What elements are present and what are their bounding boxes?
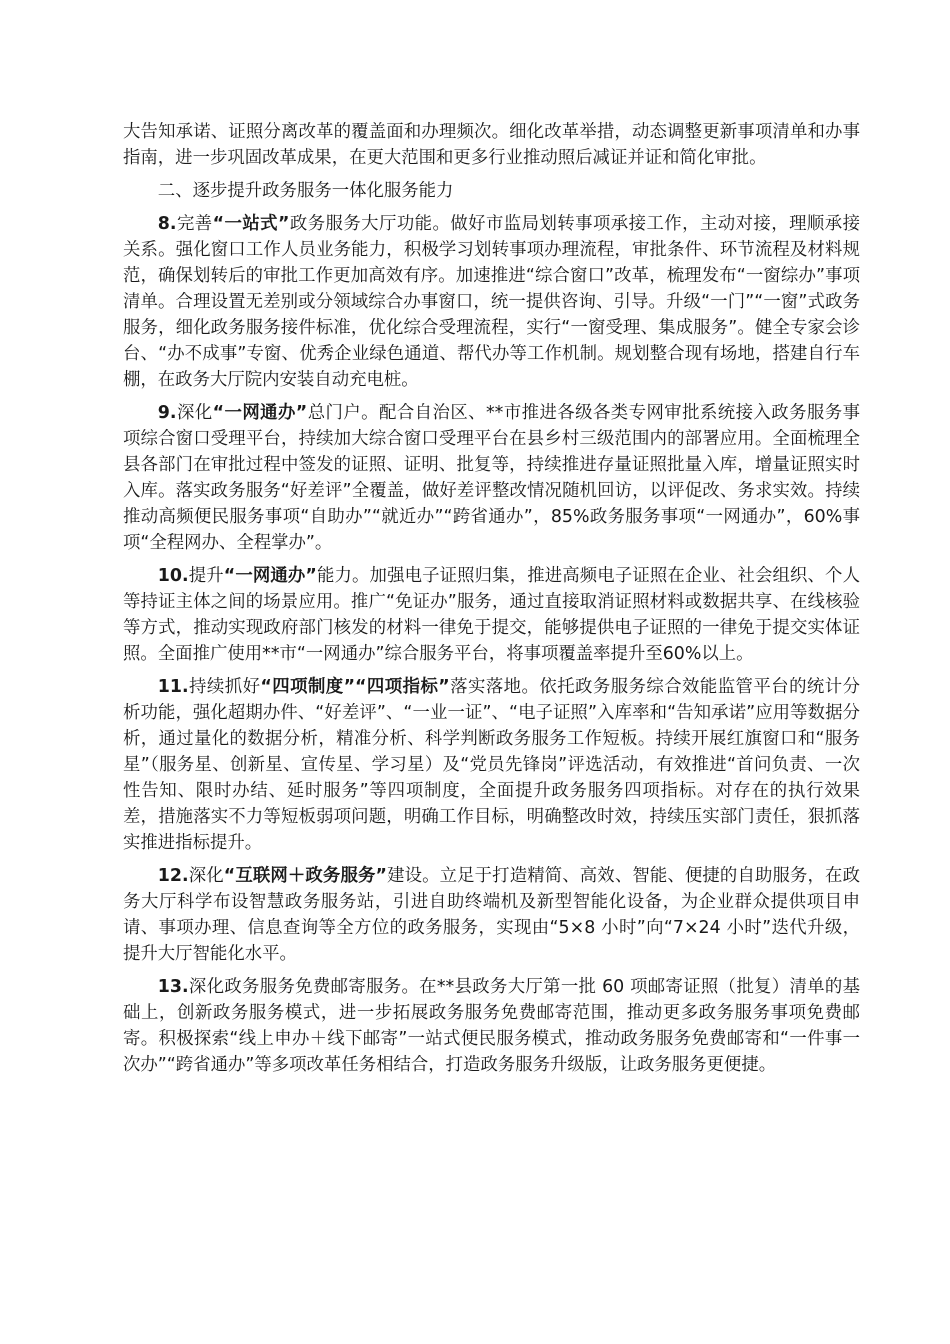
item-title-quoted: “一网通办” — [212, 403, 308, 423]
item-title-rest: 总门户。 — [307, 403, 380, 423]
item-title-rest: 政务服务大厅功能。 — [289, 214, 451, 234]
item-number: 9. — [157, 403, 177, 423]
section-heading: 二、逐步提升政务服务一体化服务能力 — [157, 181, 454, 201]
item-lead: 完善 — [176, 214, 213, 234]
document-page — [123, 119, 860, 1078]
item-body: 依托政务服务综合效能监管平台的统计分析功能，强化超期办件、“好差评”、“一业一证”、“电子证照”入库率和“告知承诺”应用等数据分析，通过量化的数据分析，精准分析、科学判断政务服务工作短板。持续开展红旗窗口和“服务星”（服务星、创新星、宣传星、学习星）及“党员先锋岗”评选活动，有效推进“首问负责、一次性告知、限时办结、延时服务”等四项制度，全面提升政务服务四项指标。对存在的执行效果差，措施落实不力等短板弱项问题，明确工作目标，明确整改时效，持续压实部门责任，狠抓落实推进指标提升。 — [123, 677, 860, 853]
list-item — [123, 674, 860, 856]
item-title-quoted: “四项制度”“四项指标” — [260, 677, 450, 697]
list-item — [123, 863, 860, 967]
item-number: 13. — [157, 977, 189, 997]
item-body: 立足于打造精简、高效、智能、便捷的自助服务，在政务大厅科学布设智慧政务服务站，引进自助终端机及新型智能化设备，为企业群众提供项目申请、事项办理、信息查询等全方位的政务服务，实现由“5×8 小时”向“7×24 小时”迭代升级，提升大厅智能化水平。 — [123, 866, 860, 964]
item-lead: 提升 — [188, 566, 224, 586]
item-body: 加强电子证照归集，推进高频电子证照在企业、社会组织、个人等持证主体之间的场景应用。推广“免证办”服务，通过直接取消证照材料或数据共享、在线核验等方式，推动实现政府部门核发的材料一律免于提交，能够提供电子证照的一律免于提交实体证照。全面推广使用**市“一网通办”综合服务平台，将事项覆盖率提升至60%以上。 — [123, 566, 860, 664]
list-item — [123, 974, 860, 1078]
item-lead: 深化 — [176, 403, 213, 423]
item-title-rest: 能力。 — [316, 566, 370, 586]
intro-paragraph: 大告知承诺、证照分离改革的覆盖面和办理频次。细化改革举措，动态调整更新事项清单和办事指南，进一步巩固改革成果，在更大范围和更多行业推动照后减证并证和简化审批。 — [123, 122, 860, 168]
item-lead: 持续抓好 — [188, 677, 261, 697]
item-lead: 深化政务服务免费邮寄服务。 — [188, 977, 420, 997]
item-title-quoted: “互联网＋政务服务” — [223, 866, 387, 886]
list-item — [123, 400, 860, 556]
item-lead: 深化 — [188, 866, 224, 886]
item-title-quoted: “一网通办” — [223, 566, 317, 586]
list-item — [123, 563, 860, 667]
item-number: 12. — [157, 866, 189, 886]
item-number: 11. — [157, 677, 189, 697]
item-body: 配合自治区、**市推进各级各类专网审批系统接入政务服务事项综合窗口受理平台，持续加大综合窗口受理平台在县乡村三级范围内的部署应用。全面梳理全县各部门在审批过程中签发的证照、证明、批复等，持续推进存量证照批量入库，增量证照实时入库。落实政务服务“好差评”全覆盖，做好差评整改情况随机回访，以评促改、务求实效。持续推动高频便民服务事项“自助办”“就近办”“跨省通办”，85%政务服务事项“一网通办”，60%事项“全程网办、全程掌办”。 — [123, 403, 860, 553]
item-body: 做好市监局划转事项承接工作，主动对接，理顺承接关系。强化窗口工作人员业务能力，积极学习划转事项办理流程，审批条件、环节流程及材料规范，确保划转后的审批工作更加高效有序。加速推进“综合窗口”改革，梳理发布“一窗综办”事项清单。合理设置无差别或分领域综合办事窗口，统一提供咨询、引导。升级“一门”“一窗”式政务服务，细化政务服务接件标准，优化综合受理流程，实行“一窗受理、集成服务”。健全专家会诊台、“办不成事”专窗、优秀企业绿色通道、帮代办等工作机制。规划整合现有场地，搭建自行车棚，在政务大厅院内安装自动充电桩。 — [123, 214, 860, 390]
item-body: 在**县政务大厅第一批 60 项邮寄证照（批复）清单的基础上，创新政务服务模式，进一步拓展政务服务免费邮寄范围，推动更多政务服务事项免费邮寄。积极探索“线上申办＋线下邮寄”一站式便民服务模式，推动政务服务免费邮寄和“一件事一次办”“跨省通办”等多项改革任务相结合，打造政务服务升级版，让政务服务更便捷。 — [123, 977, 860, 1075]
item-title-rest: 建设。 — [386, 866, 440, 886]
item-number: 10. — [157, 566, 189, 586]
item-title-rest: 落实落地。 — [449, 677, 540, 697]
item-number: 8. — [157, 214, 177, 234]
list-item — [123, 211, 860, 393]
item-title-quoted: “一站式” — [212, 214, 290, 234]
